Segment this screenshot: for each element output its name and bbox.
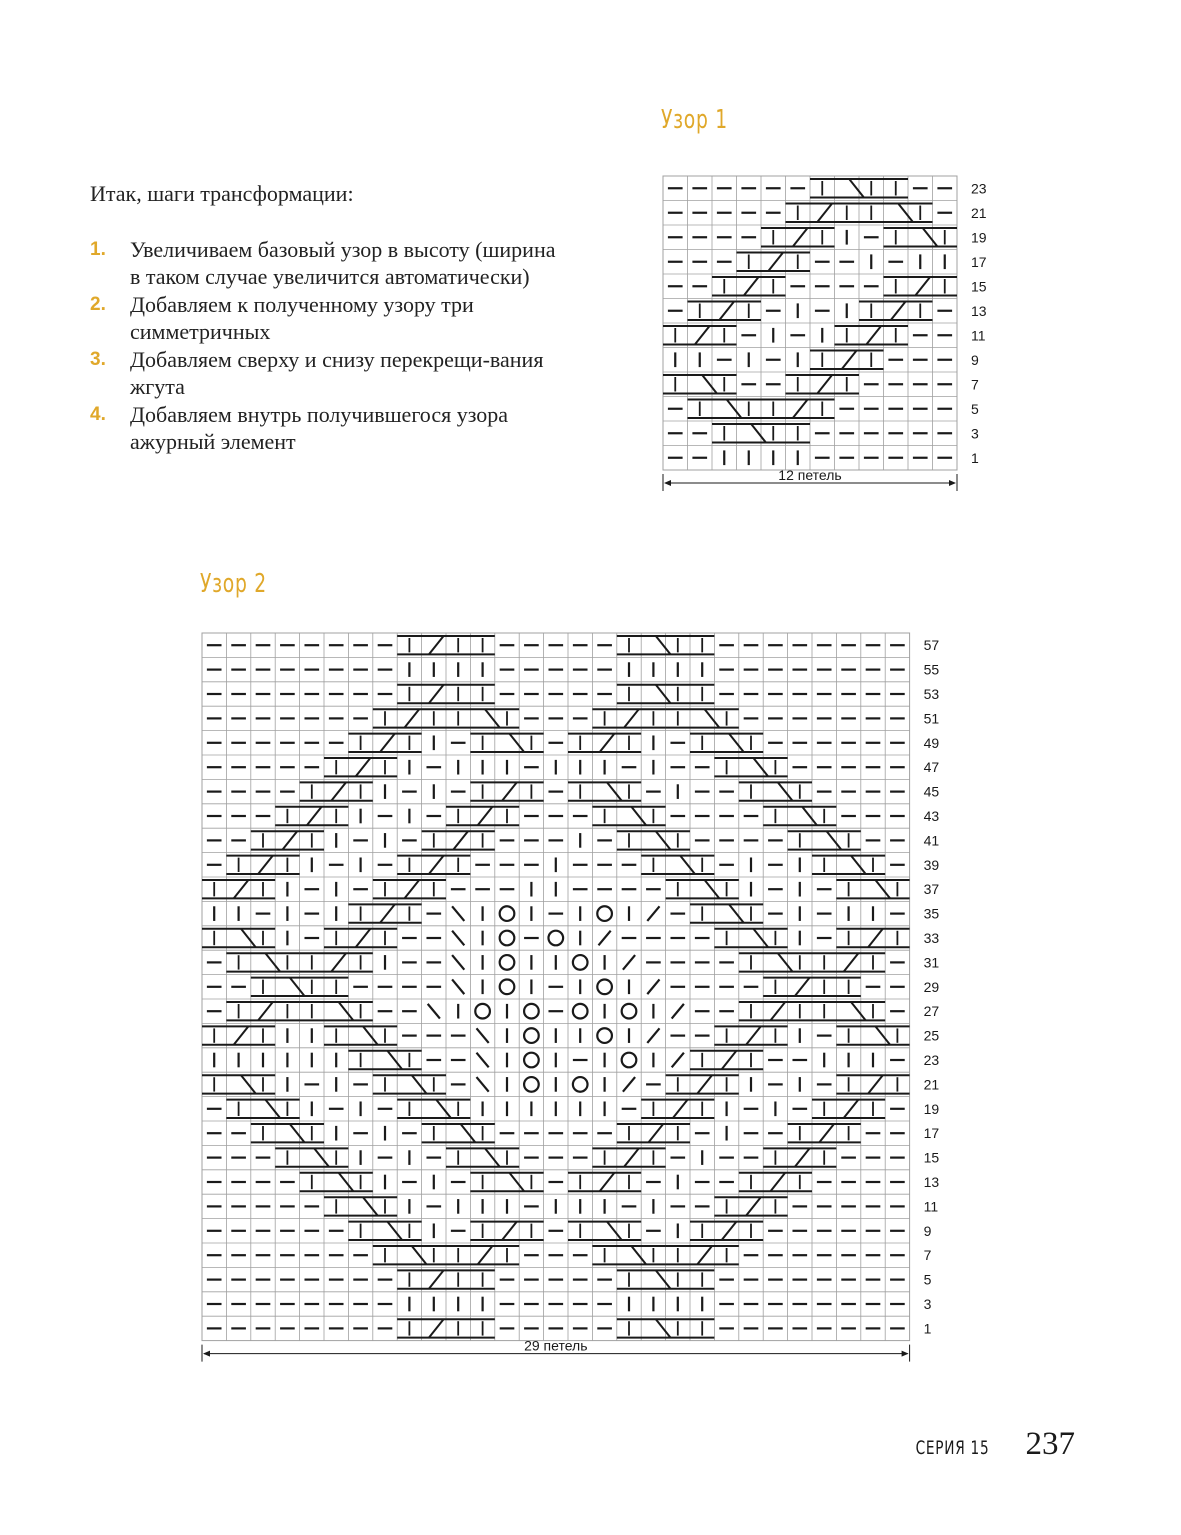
row-number: 57 bbox=[923, 637, 940, 654]
row-number: 25 bbox=[923, 1027, 940, 1044]
row-number: 49 bbox=[923, 734, 940, 751]
row-number: 41 bbox=[923, 832, 940, 849]
row-number: 3 bbox=[971, 425, 979, 442]
step-item bbox=[90, 291, 570, 346]
step-number: 2. bbox=[90, 293, 106, 315]
row-number: 31 bbox=[923, 954, 940, 971]
row-number: 7 bbox=[923, 1247, 932, 1264]
row-number: 15 bbox=[971, 278, 987, 295]
transformation-steps bbox=[90, 180, 570, 456]
row-number: 19 bbox=[971, 229, 987, 246]
row-number: 51 bbox=[923, 710, 940, 727]
step-text: Добавляем к полученному узору три симметричных bbox=[130, 291, 474, 344]
row-number: 1 bbox=[971, 449, 979, 466]
row-number: 5 bbox=[923, 1271, 932, 1288]
row-number: 13 bbox=[971, 302, 987, 319]
step-item bbox=[90, 236, 570, 291]
steps-list bbox=[90, 236, 570, 456]
pattern-1-chart bbox=[655, 168, 1005, 503]
arrow-head-left bbox=[664, 480, 671, 486]
row-number: 23 bbox=[923, 1052, 940, 1068]
stitch-count-label: 12 петель bbox=[778, 467, 842, 483]
row-number: 55 bbox=[923, 661, 940, 678]
series-label: СЕРИЯ 15 bbox=[915, 1437, 990, 1459]
row-number: 21 bbox=[923, 1076, 940, 1093]
step-number: 1. bbox=[90, 238, 106, 260]
row-number: 13 bbox=[923, 1174, 940, 1190]
row-number: 53 bbox=[923, 686, 940, 702]
page-number: 237 bbox=[1025, 1426, 1075, 1462]
step-item bbox=[90, 401, 570, 456]
row-number: 17 bbox=[923, 1125, 940, 1142]
arrow-head-right bbox=[902, 1351, 909, 1357]
step-text: Увеличиваем базовый узор в высоту (ширина в таком случае увеличится автоматически) bbox=[130, 236, 556, 289]
arrow-head-right bbox=[949, 480, 956, 486]
arrow-head-left bbox=[203, 1351, 210, 1357]
row-number: 5 bbox=[971, 400, 979, 417]
row-number: 11 bbox=[923, 1198, 939, 1215]
row-number: 9 bbox=[971, 351, 979, 368]
row-number: 23 bbox=[971, 180, 987, 197]
row-number: 27 bbox=[923, 1003, 940, 1020]
page-footer bbox=[887, 1426, 1075, 1463]
row-number: 39 bbox=[923, 856, 940, 873]
row-number: 47 bbox=[923, 759, 940, 776]
row-number: 15 bbox=[923, 1149, 940, 1166]
row-number: 33 bbox=[923, 930, 940, 946]
row-number: 9 bbox=[923, 1222, 932, 1239]
row-number: 43 bbox=[923, 808, 940, 824]
step-number: 3. bbox=[90, 348, 106, 370]
step-text: Добавляем сверху и снизу перекрещи-вания жгута bbox=[130, 346, 544, 399]
step-number: 4. bbox=[90, 403, 106, 425]
step-text: Добавляем внутрь получившегося узора ажурный элемент bbox=[130, 401, 509, 454]
row-number: 7 bbox=[971, 376, 979, 393]
row-number: 1 bbox=[923, 1320, 932, 1337]
step-item bbox=[90, 346, 570, 401]
row-number: 29 bbox=[923, 978, 940, 995]
row-number: 17 bbox=[971, 253, 987, 270]
row-number: 11 bbox=[971, 327, 986, 344]
row-number: 35 bbox=[923, 905, 940, 922]
pattern-2-chart bbox=[195, 625, 965, 1375]
stitch-count-label: 29 петель bbox=[524, 1337, 588, 1354]
pattern-1-title: Узор 1 bbox=[661, 105, 728, 135]
steps-heading: Итак, шаги трансформации: bbox=[90, 181, 354, 206]
row-number: 45 bbox=[923, 783, 940, 800]
pattern-2-title: Узор 2 bbox=[200, 569, 267, 599]
row-number: 21 bbox=[971, 204, 987, 221]
row-number: 19 bbox=[923, 1100, 940, 1117]
row-number: 3 bbox=[923, 1296, 932, 1312]
row-number: 37 bbox=[923, 881, 940, 898]
